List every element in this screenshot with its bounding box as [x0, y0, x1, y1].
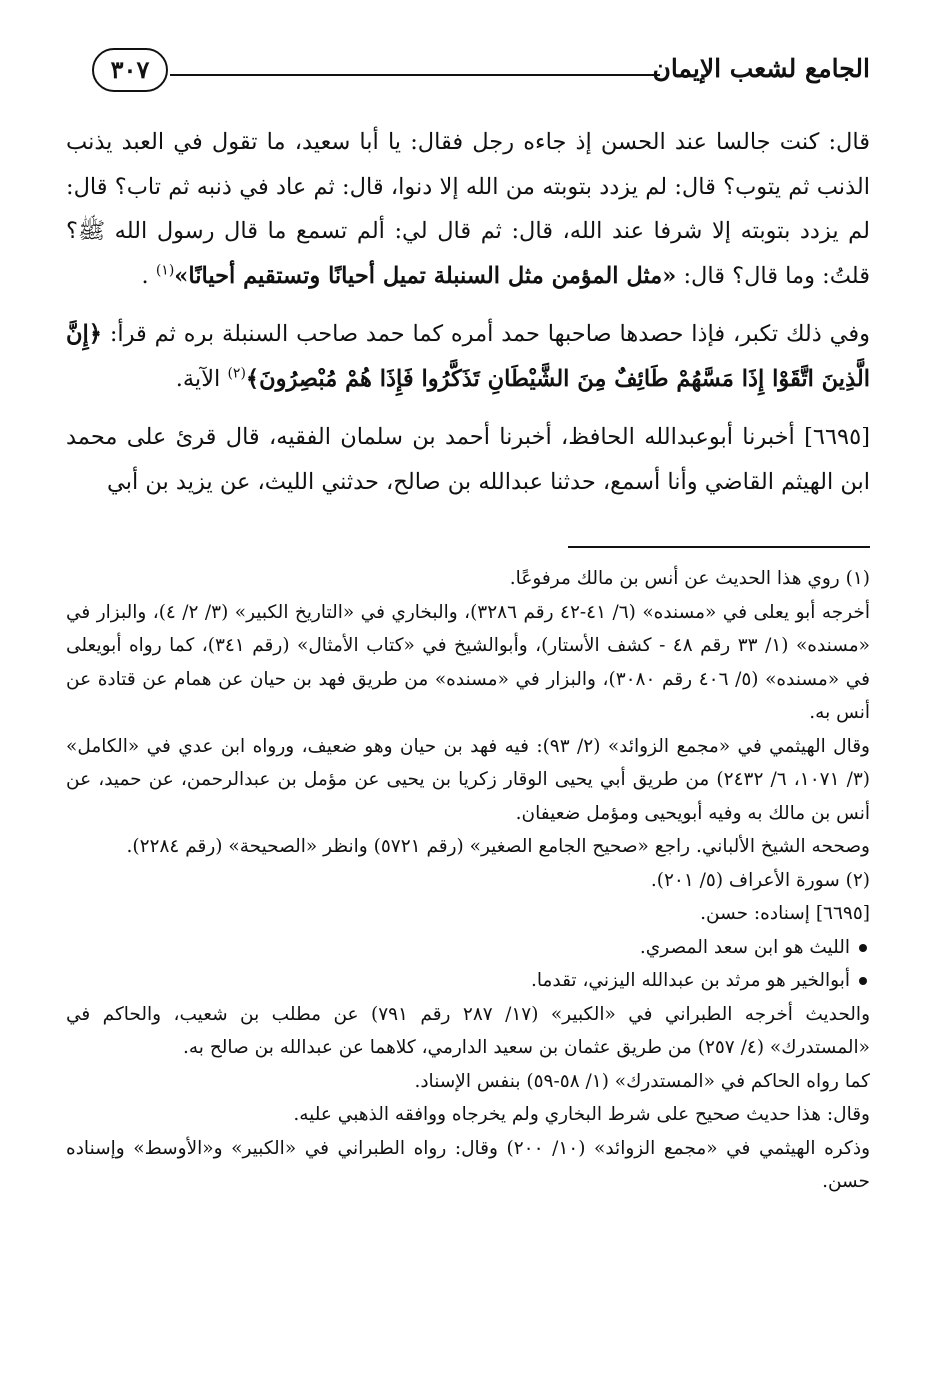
running-title: الجامع لشعب الإيمان	[652, 54, 870, 83]
paragraph-1-end: .	[141, 262, 149, 289]
footnote-ref-1[interactable]: (١)	[155, 262, 175, 278]
page-header	[92, 42, 870, 102]
paragraph-2	[66, 312, 870, 401]
list-item: الليث هو ابن سعد المصري.	[66, 931, 870, 965]
footnote-ref-2[interactable]: (٢)	[227, 365, 246, 381]
footnote-1-albani: وصححه الشيخ الألباني. راجع «صحيح الجامع الصغير» (رقم ٥٧٢١) وانظر «الصحيحة» (رقم ٢٢٨٤).	[126, 836, 870, 857]
header-rule	[170, 74, 660, 76]
main-text	[66, 120, 870, 504]
footnote-2: (٢) سورة الأعراف (٥/ ٢٠١).	[650, 869, 870, 891]
hadith-quote: «مثل المؤمن مثل السنبلة تميل أحيانًا وتستقيم أحيانًا»	[174, 262, 677, 289]
list-item: أبوالخير هو مرثد بن عبدالله اليزني، تقدما.	[66, 964, 870, 998]
footnote-3-grading: وقال: هذا حديث صحيح على شرط البخاري ولم يخرجاه ووافقه الذهبي عليه.	[293, 1104, 870, 1125]
footnote-3-bullets	[66, 931, 870, 998]
footnote-3-sources: والحديث أخرجه الطبراني في «الكبير» (١٧/ ٢٨٧ رقم ٧٩١) عن مطلب بن شعيب، والحاكم في «المستدرك» (٤/ ٢٥٧) من طريق عثمان بن سعيد الدارمي، كلاهما عن عبدالله بن صالح به.	[66, 1003, 870, 1058]
paragraph-2-end: الآية.	[175, 365, 221, 392]
footnote-1: (١) روي هذا الحديث عن أنس بن مالك مرفوعًا.	[509, 568, 870, 589]
quran-verse: ﴿إِنَّ الَّذِينَ اتَّقَوْا إِذَا مَسَّهُمْ طَائِفٌ مِنَ الشَّيْطَانِ تَذَكَّرُوا فَإِذَا هُمْ مُبْصِرُونَ﴾	[66, 321, 870, 392]
paragraph-1	[66, 120, 870, 298]
footnotes	[66, 562, 870, 1199]
footnote-1-haythami: وقال الهيثمي في «مجمع الزوائد» (٢/ ٩٣): فيه فهد بن حيان وهو ضعيف، ورواه ابن عدي في «الكامل» (٣/ ١٠٧١، ٦/ ٢٤٣٢) من طريق أبي يحيى الوقار زكريا بن يحيى عن مؤمل بن عبدالرحمن، عن حميد، عن أنس بن مالك به وفيه أبويحيى ومؤمل ضعيفان.	[66, 735, 871, 824]
footnote-3: [٦٦٩٥] إسناده: حسن.	[700, 903, 870, 924]
paragraph-3-text: [٦٦٩٥] أخبرنا أبوعبدالله الحافظ، أخبرنا أحمد بن سلمان الفقيه، قال قرئ على محمد ابن الهيثم القاضي وأنا أسمع، حدثنا عبدالله بن صالح، حدثني الليث، عن يزيد بن أبي	[66, 424, 870, 495]
footnote-3-hakim: كما رواه الحاكم في «المستدرك» (١/ ٥٨-٥٩) بنفس الإسناد.	[414, 1070, 870, 1092]
footnote-1-sources: أخرجه أبو يعلى في «مسنده» (٦/ ٤١-٤٢ رقم ٣٢٨٦)، والبخاري في «التاريخ الكبير» (٣/ ٢/ ٤)، والبزار في «مسنده» (١/ ٣٣ رقم ٤٨ - كشف الأستار)، وأبوالشيخ في «كتاب الأمثال» (رقم ٣٤١)، كما رواه أبويعلى في «مسنده» (٥/ ٤٠٦ رقم ٣٠٨٠)، والبزار في «مسنده» من طريق فهد بن حيان عن همام عن قتادة عن أنس به.	[66, 601, 870, 723]
footnote-separator	[568, 546, 870, 548]
paragraph-2-text: وفي ذلك تكبر، فإذا حصدها صاحبها حمد أمره كما حمد صاحب السنبلة بره ثم قرأ:	[109, 321, 871, 347]
footnote-3-haythami: وذكره الهيثمي في «مجمع الزوائد» (١٠/ ٢٠٠) وقال: رواه الطبراني في «الكبير» و«الأوسط» وإسناده حسن.	[66, 1137, 870, 1192]
paragraph-3	[66, 415, 870, 504]
paragraph-1-text: قال: كنت جالسا عند الحسن إذ جاءه رجل فقال: يا أبا سعيد، ما تقول في العبد يذنب الذنب ثم يتوب؟ قال: لم يزدد بتوبته من الله إلا دنوا، قال: ثم عاد في ذنبه ثم تاب؟ قال: لم يزدد بتوبته إلا شرفا عند الله، قال: ثم قال لي: ألم تسمع ما قال رسول الله ﷺ؟ قلتُ: وما قال؟ قال:	[66, 129, 870, 289]
page-number: ٣٠٧	[92, 48, 168, 92]
